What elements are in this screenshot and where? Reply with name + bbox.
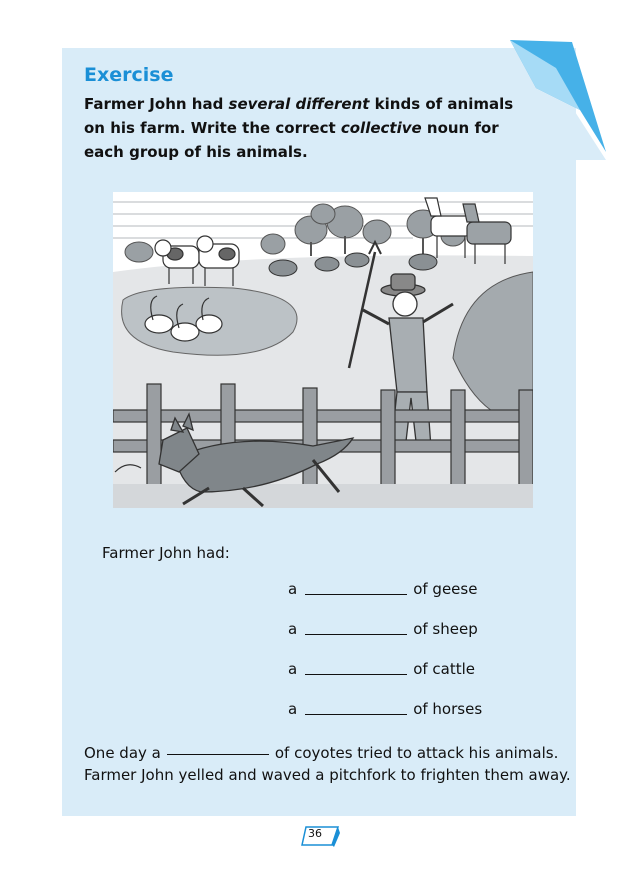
answer-row-cattle [288, 660, 475, 678]
row-tail: of horses [413, 700, 483, 718]
row-tail: of sheep [413, 620, 478, 638]
answer-row-sheep [288, 620, 478, 638]
article: a [288, 620, 298, 638]
exercise-heading: Exercise [84, 64, 174, 86]
exercise-instructions: Farmer John had several different kinds of animals on his farm. Write the correct collective noun for each group of his animals. [84, 95, 514, 161]
story-paragraph: One day a of coyotes tried to attack his animals. Farmer John yelled and waved a pitchfork to frighten them away. [84, 744, 571, 784]
answer-blank-geese[interactable] [305, 593, 407, 595]
row-tail: of geese [413, 580, 478, 598]
page-number: 36 [308, 827, 322, 840]
answer-row-geese [288, 580, 477, 598]
answer-row-horses [288, 700, 482, 718]
answer-blank-horses[interactable] [305, 713, 407, 715]
answer-blank-sheep[interactable] [305, 633, 407, 635]
article: a [288, 660, 298, 678]
page-number-badge [300, 825, 340, 847]
answer-blank-coyotes[interactable] [167, 753, 269, 755]
row-tail: of cattle [413, 660, 476, 678]
farm-scene-illustration [113, 192, 533, 508]
answer-blank-cattle[interactable] [305, 673, 407, 675]
answers-lead: Farmer John had: [102, 544, 230, 562]
article: a [288, 580, 298, 598]
article: a [288, 700, 298, 718]
